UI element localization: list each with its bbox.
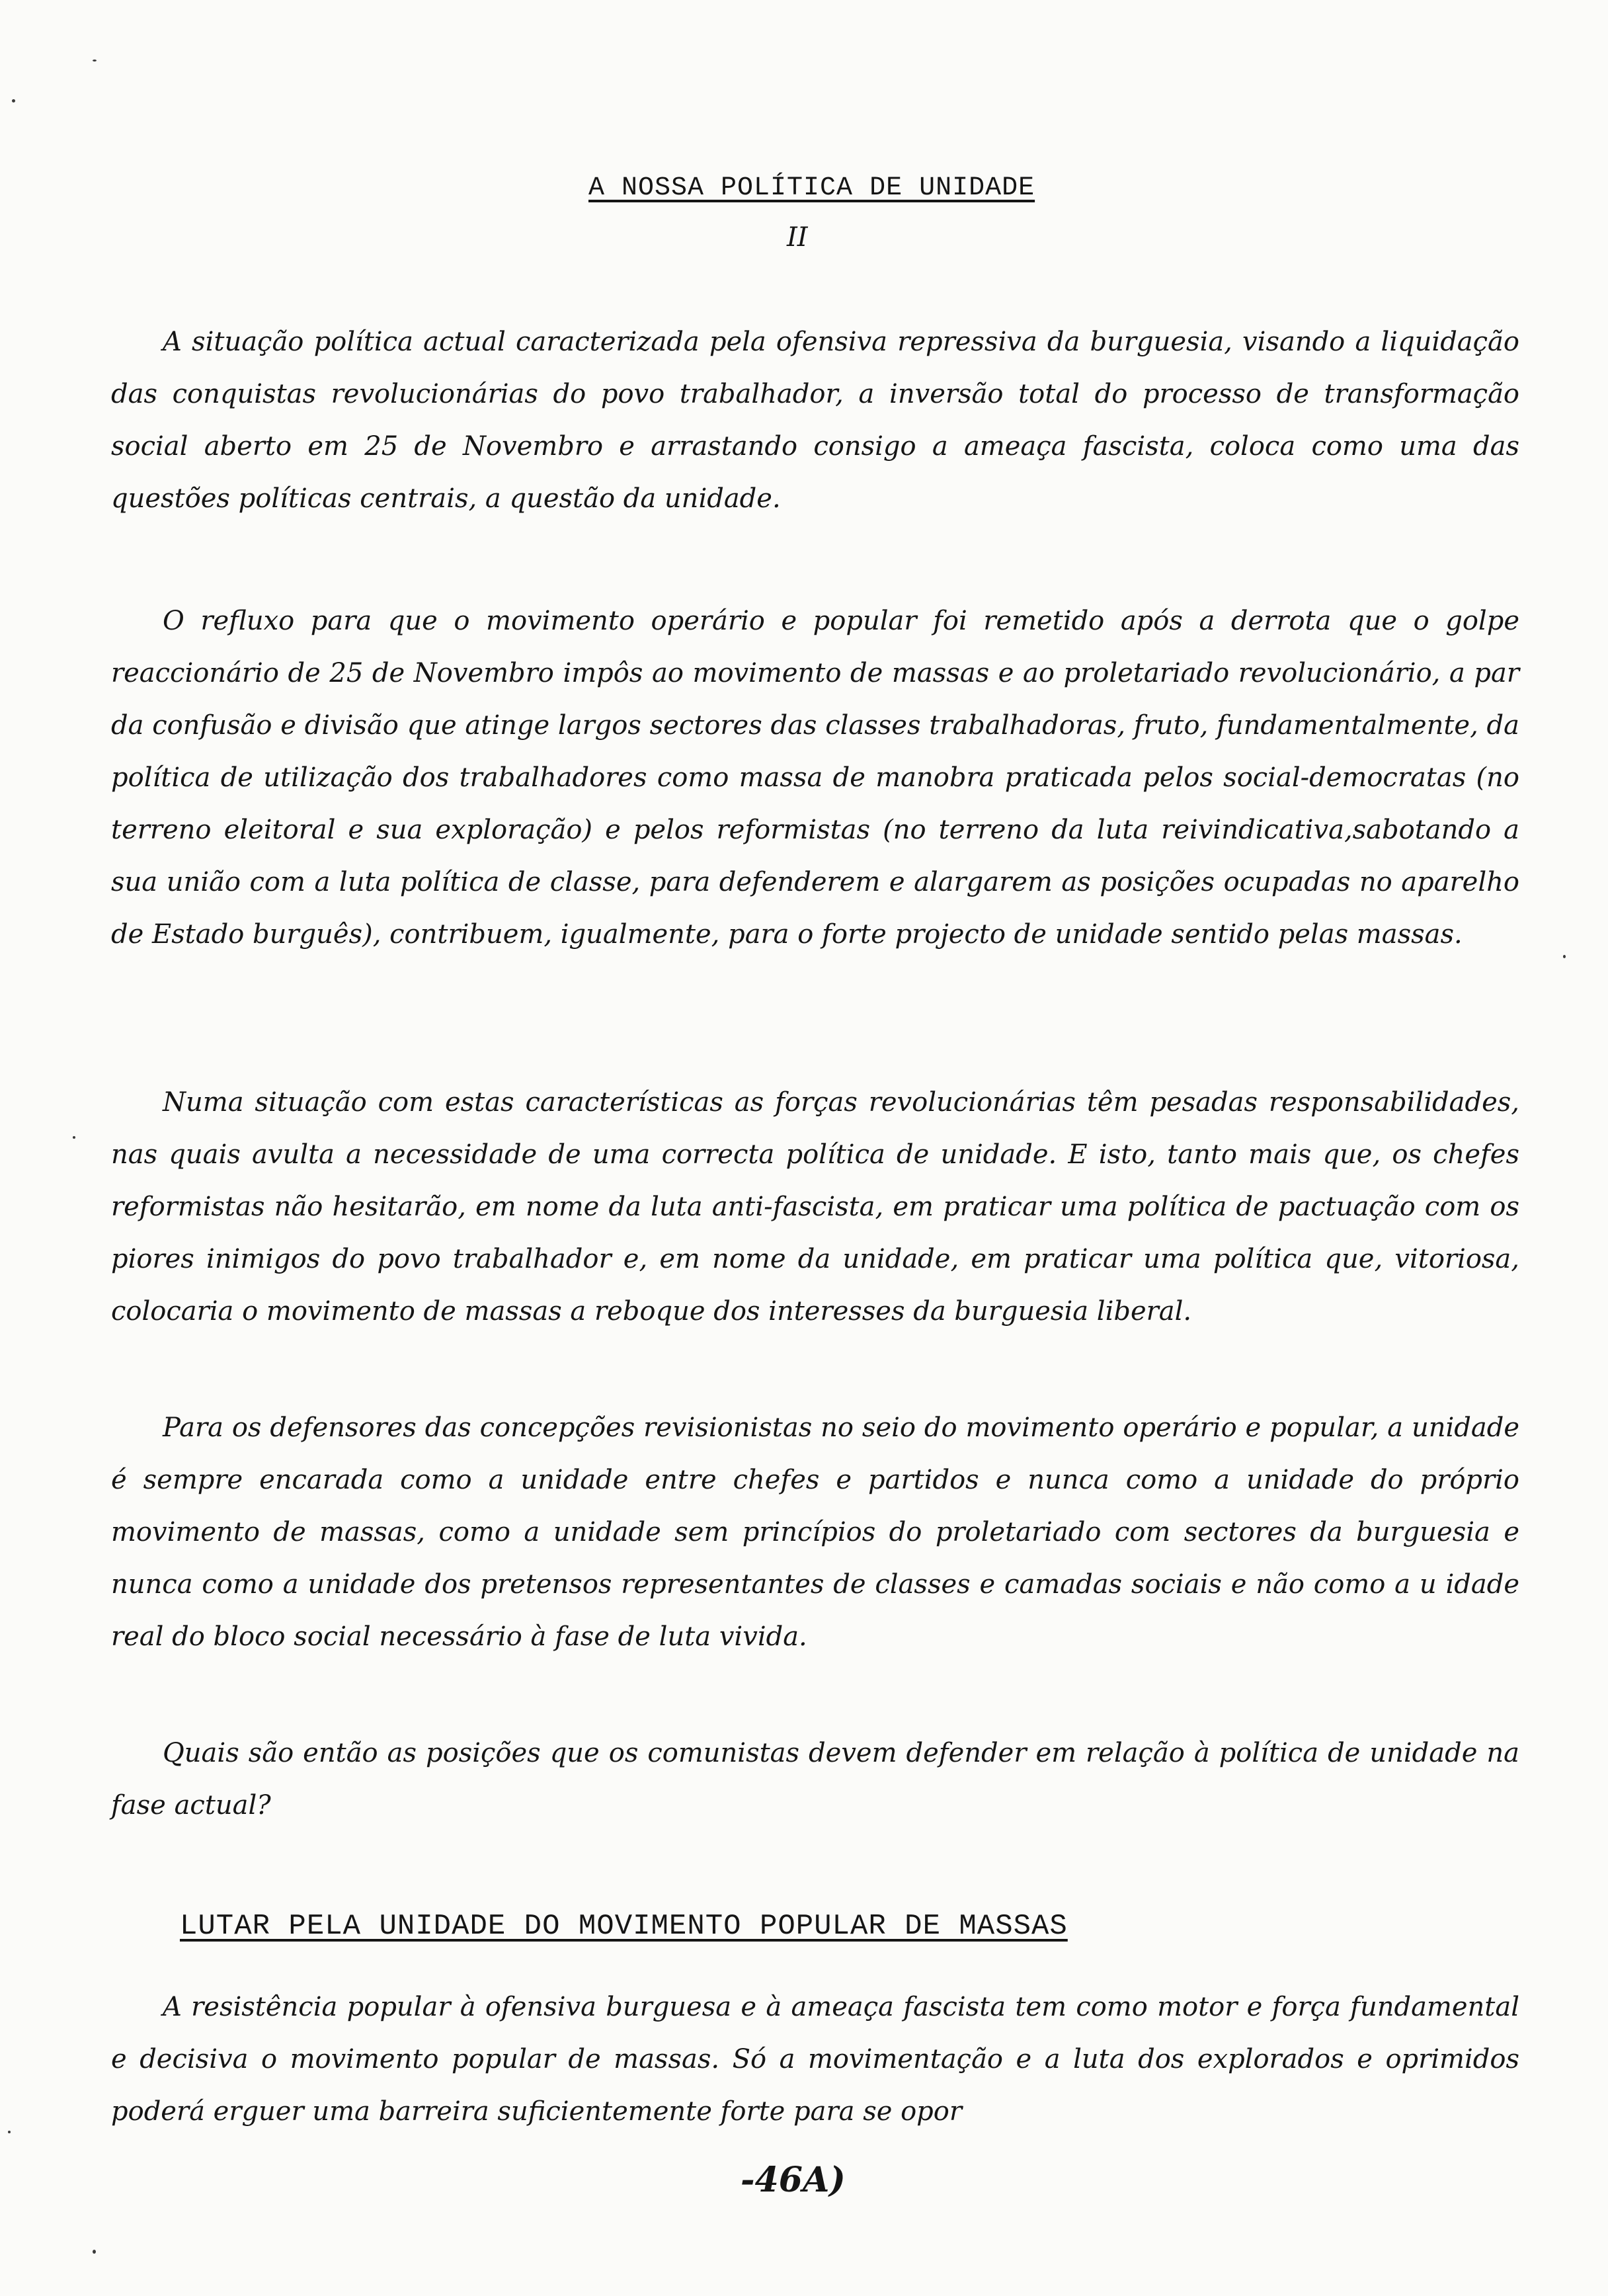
scan-speck	[8, 2131, 11, 2133]
paragraph: O refluxo para que o movimento operário e popular foi remetido após a derrota que o golpe reaccionário de 25 de Novembro impôs ao movimento de massas e ao proletariado revolucionário, a par da confusão e divisão que atinge largos sectores das classes trabalhadoras, fruto, fundamentalmente, da política de utilização dos trabalhadores como massa de manobra praticada pelos social-democratas (no terreno eleitoral e sua exploração) e pelos reformistas (no terreno da luta reivindicativa,sabotando a sua união com a luta política de classe, para defenderem e alargarem as posições ocupadas no aparelho de Estado burguês), contribuem, igualmente, para o forte projecto de unidade sentido pelas massas.	[111, 606, 1519, 950]
document-subtitle: II	[787, 222, 808, 253]
paragraph: Quais são então as posições que os comunistas devem defender em relação à política de unidade na fase actual?	[111, 1738, 1519, 1821]
page-number: -46A)	[741, 2160, 846, 2200]
section-heading: LUTAR PELA UNIDADE DO MOVIMENTO POPULAR DE MASSAS	[180, 1910, 1068, 1943]
scan-speck	[1563, 955, 1566, 958]
paragraph: A situação política actual caracterizada pela ofensiva repressiva da burguesia, visando a liquidação das conquistas revolucionárias do povo trabalhador, a inversão total do processo de transformação social aberto em 25 de Novembro e arrastando consigo a ameaça fascista, coloca como uma das questões políticas centrais, a questão da unidade.	[111, 327, 1519, 514]
paragraph: Para os defensores das concepções revisionistas no seio do movimento operário e popular, a unidade é sempre encarada como a unidade entre chefes e partidos e nunca como a unidade do próprio movimento de massas, como a unidade sem princípios do proletariado com sectores da burguesia e nunca como a unidade dos pretensos representantes de classes e camadas sociais e não como a u idade real do bloco social necessário à fase de luta vivida.	[111, 1413, 1519, 1652]
scan-speck	[93, 2250, 96, 2254]
paragraph: A resistência popular à ofensiva burguesa e à ameaça fascista tem como motor e força fundamental e decisiva o movimento popular de massas. Só a movimentação e a luta dos explorados e oprimidos poderá erguer uma barreira suficientemente forte para se opor	[111, 1992, 1519, 2127]
paragraph: Numa situação com estas características as forças revolucionárias têm pesadas responsabilidades, nas quais avulta a necessidade de uma correcta política de unidade. E isto, tanto mais que, os chefes reformistas não hesitarão, em nome da luta anti-fascista, em praticar uma política de pactuação com os piores inimigos do povo trabalhador e, em nome da unidade, em praticar uma política que, vitoriosa, colocaria o movimento de massas a reboque dos interesses da burguesia liberal.	[111, 1087, 1519, 1327]
document-title: A NOSSA POLÍTICA DE UNIDADE	[588, 173, 1035, 203]
scan-speck	[93, 60, 97, 62]
scan-speck	[73, 1136, 75, 1139]
scan-speck	[12, 99, 15, 102]
